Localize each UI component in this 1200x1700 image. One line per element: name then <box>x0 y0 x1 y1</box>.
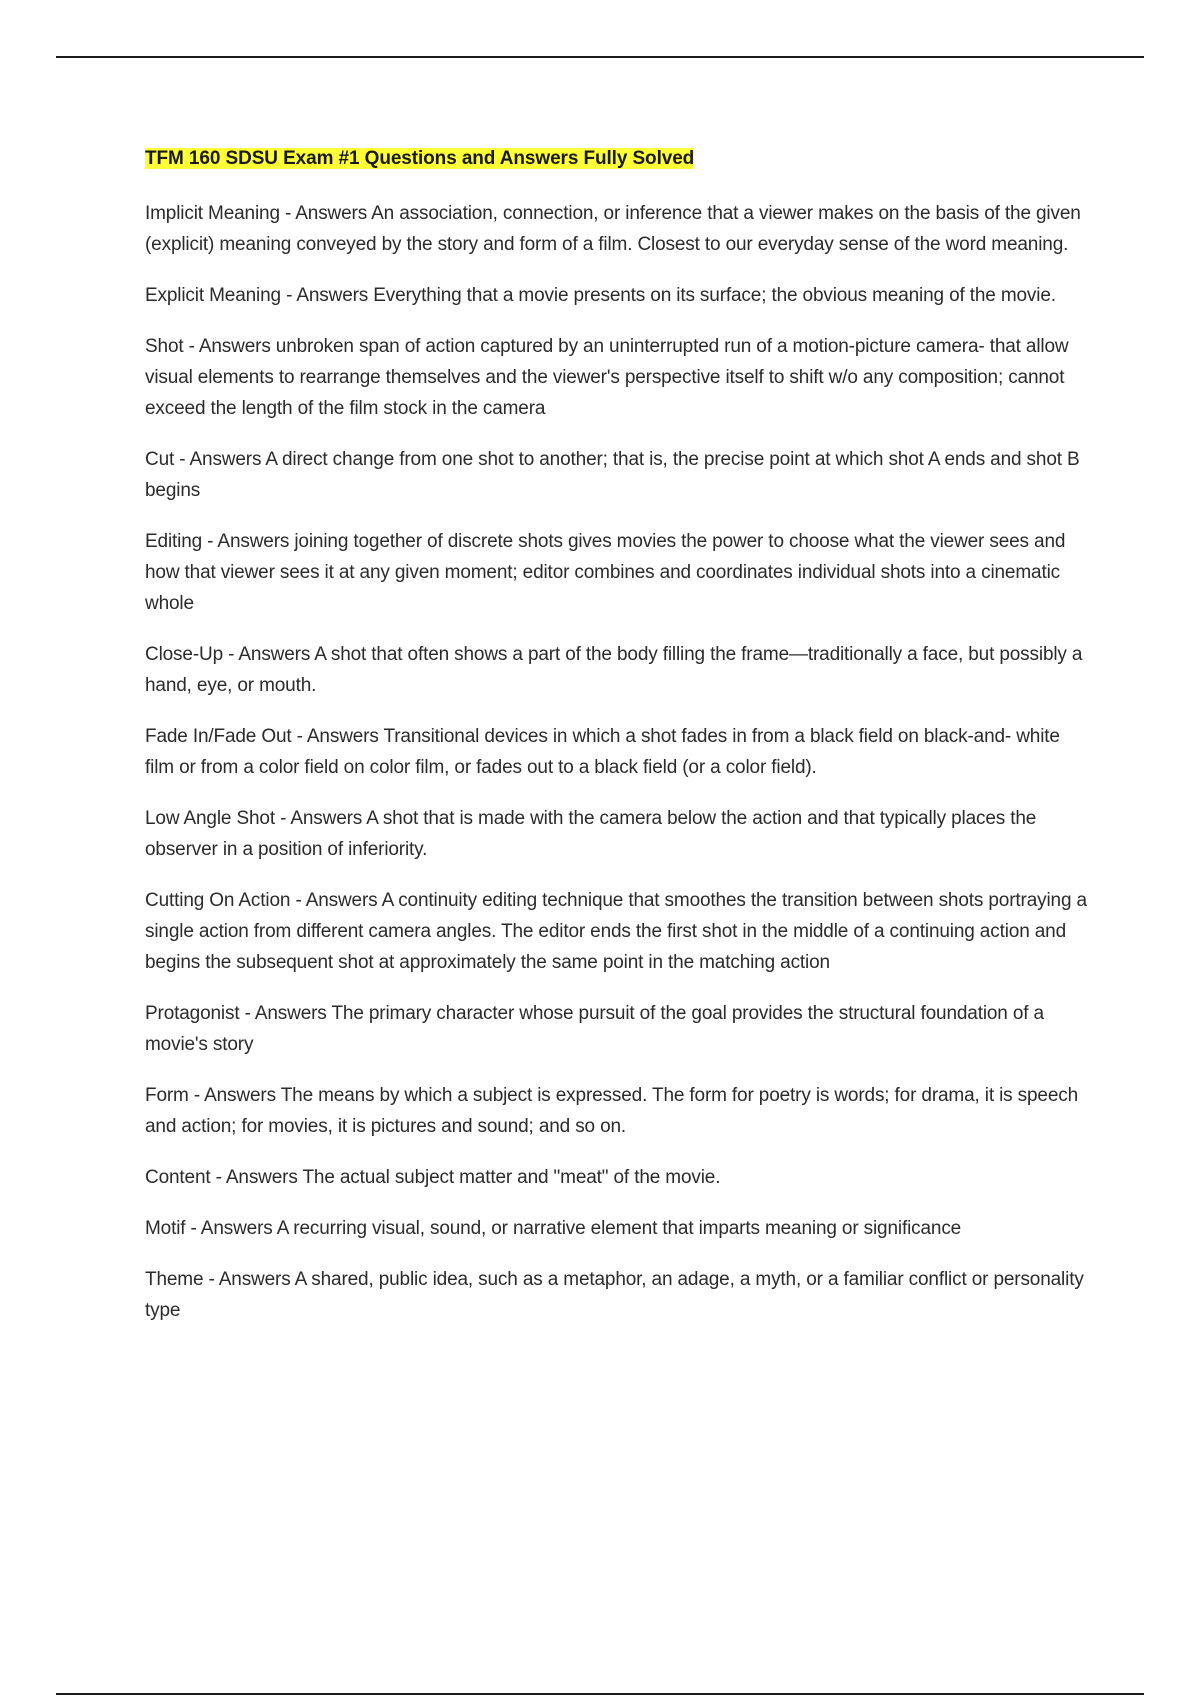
qa-item-theme: Theme - Answers A shared, public idea, such as a metaphor, an adage, a myth, or a familiar conflict or personality type <box>145 1269 1084 1321</box>
qa-item-editing: Editing - Answers joining together of discrete shots gives movies the power to choose what the viewer sees and how that viewer sees it at any given moment; editor combines and coordinates individual shots into a cinematic whole <box>145 531 1066 614</box>
document-body <box>145 146 1090 1346</box>
qa-item-motif: Motif - Answers A recurring visual, sound, or narrative element that imparts meaning or significance <box>145 1218 962 1239</box>
qa-item-protagonist: Protagonist - Answers The primary character whose pursuit of the goal provides the structural foundation of a movie's story <box>145 1003 1044 1055</box>
document-title-block <box>145 146 1090 173</box>
qa-item-cutting-on-action: Cutting On Action - Answers A continuity editing technique that smoothes the transition between shots portraying a single action from different camera angles. The editor ends the first shot in the middle of a continuing action and begins the subsequent shot at approximately the same point in the matching action <box>145 890 1087 973</box>
qa-item-content: Content - Answers The actual subject matter and "meat" of the movie. <box>145 1167 721 1188</box>
footer-rule <box>56 1693 1144 1695</box>
qa-item-form: Form - Answers The means by which a subject is expressed. The form for poetry is words; for drama, it is speech and action; for movies, it is pictures and sound; and so on. <box>145 1085 1079 1137</box>
qa-item-cut: Cut - Answers A direct change from one shot to another; that is, the precise point at which shot A ends and shot B begins <box>145 449 1080 501</box>
qa-item-close-up: Close-Up - Answers A shot that often shows a part of the body filling the frame—traditionally a face, but possibly a hand, eye, or mouth. <box>145 644 1083 696</box>
qa-item-shot: Shot - Answers unbroken span of action captured by an uninterrupted run of a motion-picture camera- that allow visual elements to rearrange themselves and the viewer's perspective itself to shift w/o any composition; cannot exceed the length of the film stock in the camera <box>145 336 1069 419</box>
qa-item-implicit-meaning: Implicit Meaning - Answers An association, connection, or inference that a viewer makes on the basis of the given (explicit) meaning conveyed by the story and form of a film. Closest to our everyday sense of the word meaning. <box>145 203 1081 255</box>
document-title: TFM 160 SDSU Exam #1 Questions and Answers Fully Solved <box>145 148 695 169</box>
header-rule <box>56 56 1144 58</box>
qa-item-fade: Fade In/Fade Out - Answers Transitional devices in which a shot fades in from a black field on black-and- white film or from a color field on color film, or fades out to a black field (or a color field). <box>145 726 1060 778</box>
qa-item-low-angle-shot: Low Angle Shot - Answers A shot that is made with the camera below the action and that typically places the observer in a position of inferiority. <box>145 808 1037 860</box>
qa-list <box>145 198 1090 1326</box>
qa-item-explicit-meaning: Explicit Meaning - Answers Everything that a movie presents on its surface; the obvious meaning of the movie. <box>145 285 1056 306</box>
